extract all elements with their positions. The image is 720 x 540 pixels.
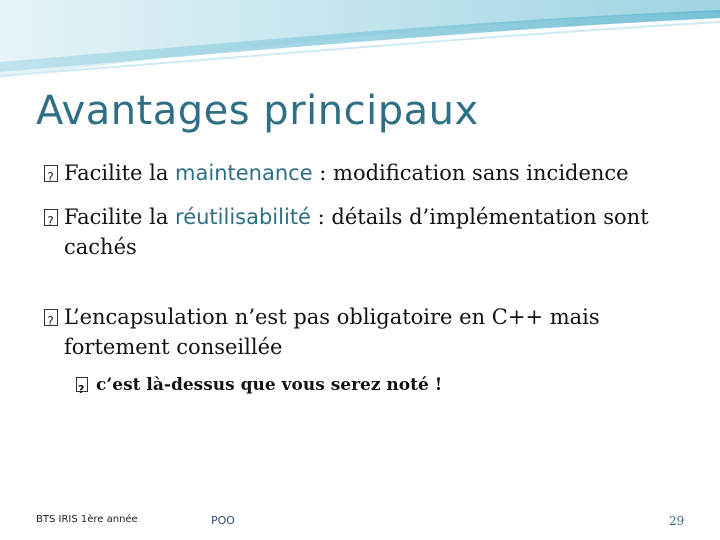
footer-course: BTS IRIS 1ère année bbox=[36, 514, 138, 525]
footer-topic: POO bbox=[211, 514, 235, 527]
page-number: 29 bbox=[669, 514, 685, 528]
bullet-text: L’encapsulation n’est pas obligatoire en C++ mais fortement conseillée bbox=[64, 305, 600, 359]
bullet-maintenance bbox=[44, 158, 694, 188]
bullet-icon bbox=[44, 165, 58, 182]
bullet-term: réutilisabilité bbox=[175, 205, 311, 229]
bullet-text-pre: Facilite la bbox=[64, 205, 176, 229]
bullet-icon bbox=[44, 209, 58, 226]
sub-bullet-note bbox=[76, 370, 694, 400]
bullet-text-post: : modification sans incidence bbox=[312, 161, 629, 185]
bullet-text-pre: Facilite la bbox=[64, 161, 176, 185]
bullet-term: maintenance bbox=[175, 161, 313, 185]
bullet-reutilisabilite bbox=[44, 202, 694, 262]
slide-title: Avantages principaux bbox=[36, 88, 479, 134]
decorative-banner bbox=[0, 0, 720, 100]
bullet-icon bbox=[76, 377, 88, 392]
slide-body bbox=[44, 158, 694, 400]
bullet-text-post: : détails d’implémentation sont cachés bbox=[64, 205, 649, 259]
bullet-icon bbox=[44, 309, 58, 326]
sub-bullet-text: c’est là-dessus que vous serez noté ! bbox=[96, 375, 443, 395]
bullet-encapsulation bbox=[44, 302, 694, 362]
